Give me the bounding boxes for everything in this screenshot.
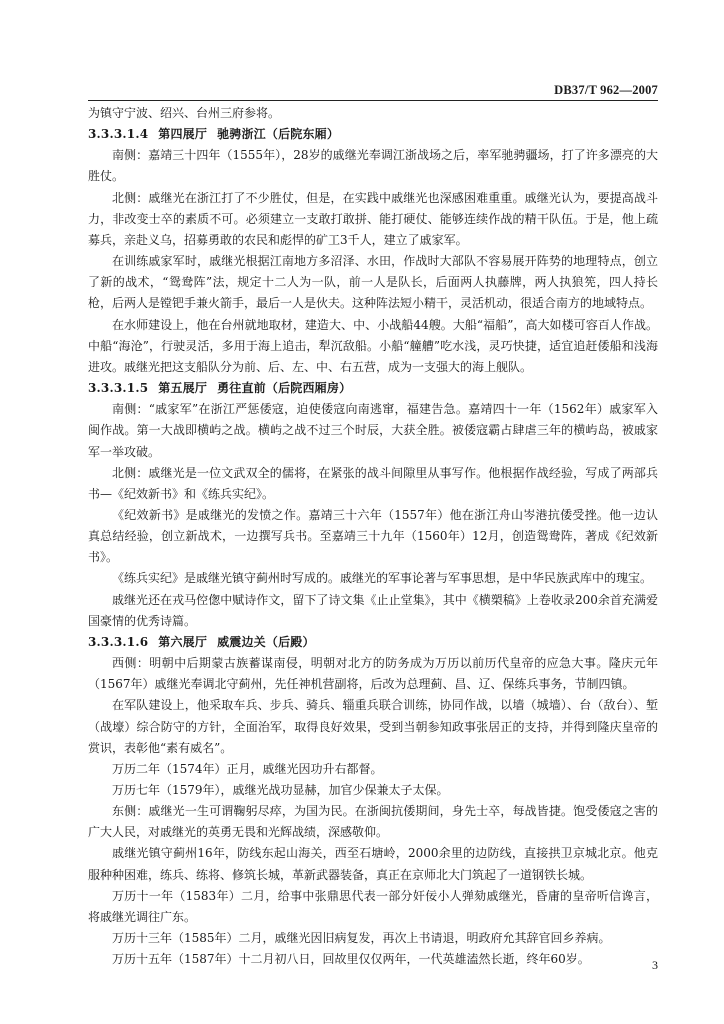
body-paragraph: 东侧：戚继光一生可谓鞠躬尽瘁，为国为民。在浙闽抗倭期间，身先士卒，每战皆捷。饱受倭寇之害的广大人民，对戚继光的英勇无畏和光辉战绩，深感敬仰。 bbox=[88, 804, 658, 840]
body-paragraph: 《练兵实纪》是戚继光镇守蓟州时写成的。戚继光的军事论著与军事思想，是中华民族武库中的瑰宝。 bbox=[112, 571, 653, 586]
body-paragraph: 戚继光还在戎马倥偬中赋诗作文，留下了诗文集《止止堂集》，其中《横槊稿》上卷收录200余首充满爱国豪情的优秀诗篇。 bbox=[88, 592, 658, 628]
document-body bbox=[88, 103, 658, 970]
section-hall-name: 第四展厅 bbox=[158, 127, 208, 142]
body-paragraph: 西侧：明朝中后期蒙古族蓄谋南侵，明朝对北方的防务成为万历以前历代皇帝的应急大事。隆庆元年（1567年）戚继光奉调北守蓟州，先任神机营副将，后改为总理蓟、昌、辽、保练兵事务，节制四镇。 bbox=[88, 656, 658, 692]
page-number: 3 bbox=[652, 958, 658, 972]
body-paragraph: 在水师建设上，他在台州就地取材，建造大、中、小战船44艘。大船“福船”，高大如楼可容百人作战。中船“海沧”，行驶灵活，多用于海上追击，犁沉敌船。小船“艟艚”吃水浅，灵巧快捷，适宜追赶倭船和浅海进攻。戚继光把这支船队分为前、后、左、中、右五营，成为一支强大的海上舰队。 bbox=[88, 317, 658, 374]
body-paragraph: 北侧：戚继光是一位文武双全的儒将，在紧张的战斗间隙里从事写作。他根据作战经验，写成了两部兵书—《纪效新书》和《练兵实纪》。 bbox=[88, 465, 658, 501]
body-paragraph: 为镇守宁波、绍兴、台州三府参将。 bbox=[88, 106, 281, 120]
section-title: 勇往直前（后院西厢房） bbox=[217, 381, 352, 396]
document-code: DB37/T 962—2007 bbox=[554, 83, 658, 97]
body-paragraph: 万历十五年（1587年）十二月初八日，回故里仅仅两年，一代英雄溘然长逝，终年60岁。 bbox=[112, 952, 590, 967]
section-hall-name: 第五展厅 bbox=[158, 381, 208, 396]
body-paragraph: 万历七年（1579年），戚继光战功显赫，加官少保兼太子太保。 bbox=[112, 783, 449, 797]
section-number: 3.3.3.1.4 bbox=[88, 127, 149, 142]
section-heading bbox=[88, 124, 658, 145]
body-paragraph: 南侧：嘉靖三十四年（1555年），28岁的戚继光奉调江浙战场之后，率军驰骋疆场，打了许多漂亮的大胜仗。 bbox=[88, 148, 658, 184]
header-rule bbox=[88, 100, 658, 101]
section-title: 驰骋浙江（后院东厢） bbox=[217, 127, 340, 142]
section-hall-name: 第六展厅 bbox=[158, 634, 208, 649]
body-paragraph: 万历十一年（1583年）二月，给事中张鼎思代表一部分奸佞小人弹劾戚继光，昏庸的皇帝听信谗言，将戚继光调往广东。 bbox=[88, 888, 658, 924]
body-paragraph: 在军队建设上，他采取车兵、步兵、骑兵、辎重兵联合训练，协同作战，以墙（城墙）、台（敌台）、堑（战壕）综合防守的方针，全面治军，取得良好效果，受到当朝参知政事张居正的支持，并得到隆庆皇帝的赏识，表彰他“素有威名”。 bbox=[88, 698, 658, 755]
section-number: 3.3.3.1.5 bbox=[88, 381, 149, 396]
section-heading bbox=[88, 632, 658, 653]
body-paragraph: 《纪效新书》是戚继光的发愤之作。嘉靖三十六年（1557年）他在浙江舟山岑港抗倭受挫。他一边认真总结经验，创立新战术，一边撰写兵书。至嘉靖三十九年（1560年）12月，创造鸳鸯阵，著成《纪效新书》。 bbox=[88, 507, 658, 565]
body-paragraph: 在训练戚家军时，戚继光根据江南地方多沼泽、水田，作战时大部队不容易展开阵势的地理特点，创立了新的战术，“鸳鸯阵”法，规定十二人为一队，前一人是队长，后面两人执藤牌，两人执狼筅，四人持长枪，后两人是镗钯手兼火箭手，最后一人是伙夫。这种阵法短小精干，灵活机动，很适合南方的地域特点。 bbox=[88, 254, 658, 311]
body-paragraph: 戚继光镇守蓟州16年，防线东起山海关，西至石塘岭，2000余里的边防线，直接拱卫京城北京。他克服种种困难，练兵、练将、修筑长城，革新武器装备，真正在京师北大门筑起了一道钢铁长城。 bbox=[88, 846, 658, 882]
section-number: 3.3.3.1.6 bbox=[88, 634, 149, 649]
section-heading bbox=[88, 378, 658, 399]
body-paragraph: 南侧：“戚家军”在浙江严惩倭寇，迫使倭寇向南逃窜，福建告急。嘉靖四十一年（1562年）戚家军入闽作战。第一大战即横屿之战。横屿之战不过三个时辰，大获全胜。被倭寇霸占肆虐三年的横屿岛，被戚家军一举攻破。 bbox=[88, 402, 658, 459]
body-paragraph: 北侧：戚继光在浙江打了不少胜仗，但是，在实践中戚继光也深感困难重重。戚继光认为，要提高战斗力，非改变士卒的素质不可。必须建立一支敢打敢拼、能打硬仗、能够连续作战的精干队伍。于是，他上疏募兵，亲赴义乌，招募勇敢的农民和彪悍的矿工3千人，建立了戚家军。 bbox=[88, 190, 658, 247]
body-paragraph: 万历二年（1574年）正月，戚继光因功升右都督。 bbox=[112, 761, 383, 776]
body-paragraph: 万历十三年（1585年）二月，戚继光因旧病复发，再次上书请退，明政府允其辞官回乡养病。 bbox=[112, 931, 611, 946]
section-title: 威震边关（后殿） bbox=[217, 634, 315, 649]
